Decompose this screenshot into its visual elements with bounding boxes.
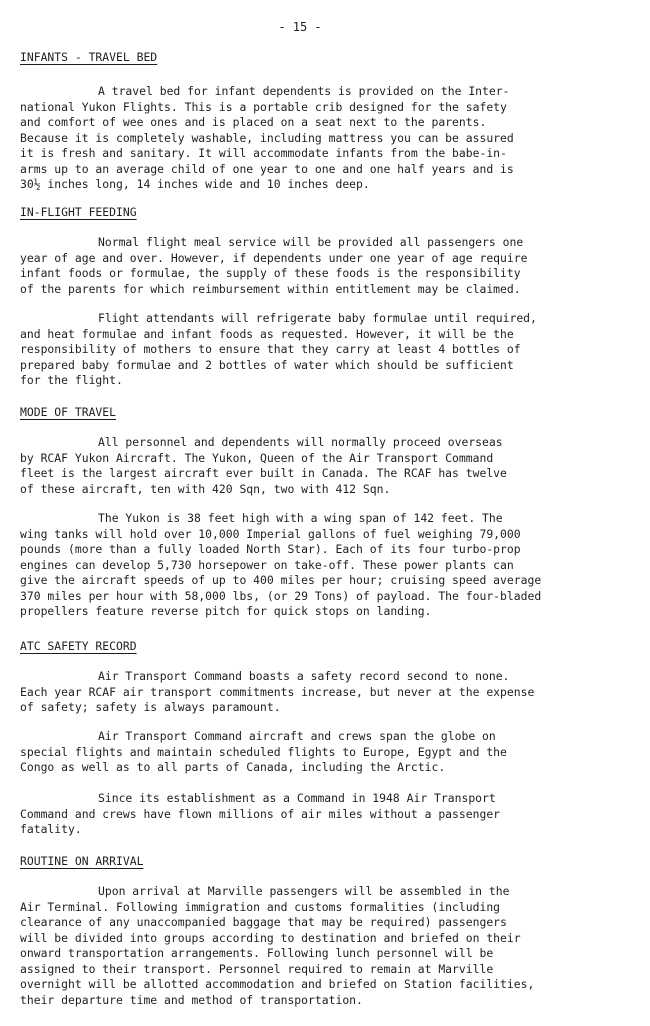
- text-line: special flights and maintain scheduled flights to Europe, Egypt and the: [20, 744, 507, 759]
- paragraph: [20, 511, 620, 620]
- text-line: clearance of any unaccompanied baggage that may be required) passengers: [20, 915, 507, 929]
- text-line: pounds (more than a fully loaded North Star). Each of its four turbo-prop: [20, 542, 521, 556]
- text-line: Upon arrival at Marville passengers will be assembled in the: [98, 884, 510, 898]
- text-line: Flight attendants will refrigerate baby formulae until required,: [98, 311, 537, 325]
- text-line: national Yukon Flights. This is a portable crib designed for the safety: [20, 99, 507, 114]
- section-heading-mode-of-travel: MODE OF TRAVEL: [20, 405, 117, 419]
- text-line: propellers feature reverse pitch for quick stops on landing.: [20, 604, 432, 618]
- text-line: All personnel and dependents will normally proceed overseas: [98, 435, 503, 449]
- text-line: by RCAF Yukon Aircraft. The Yukon, Queen of the Air Transport Command: [20, 450, 494, 465]
- text-line: Air Terminal. Following immigration and customs formalities (including: [20, 899, 501, 914]
- text-line: will be divided into groups according to destination and briefed on their: [20, 930, 521, 945]
- text-line: of these aircraft, ten with 420 Sqn, two with 412 Sqn.: [20, 481, 391, 496]
- paragraph: [20, 791, 620, 838]
- text-line: Air Transport Command aircraft and crews span the globe on: [98, 729, 496, 743]
- text-line: and heat formulae and infant foods as requested. However, it will be the: [20, 326, 514, 341]
- paragraph: [20, 669, 620, 716]
- text-line: assigned to their transport. Personnel required to remain at Marville: [20, 961, 494, 976]
- section-heading-in-flight-feeding: IN-FLIGHT FEEDING: [20, 205, 137, 219]
- text-line: fleet is the largest aircraft ever built in Canada. The RCAF has twelve: [20, 466, 507, 480]
- text-line: and comfort of wee ones and is placed on a seat next to the parents.: [20, 115, 487, 129]
- text-line: Congo as well as to all parts of Canada, including the Arctic.: [20, 760, 446, 774]
- text-line: prepared baby formulae and 2 bottles of water which should be sufficient: [20, 357, 514, 372]
- document-page: [20, 0, 620, 1026]
- text-line: give the aircraft speeds of up to 400 miles per hour; cruising speed average: [20, 573, 542, 587]
- text-line: responsibility of mothers to ensure that they carry at least 4 bottles of: [20, 342, 521, 356]
- text-line: overnight will be allotted accommodation and briefed on Station facilities,: [20, 977, 535, 991]
- text-line: for the flight.: [20, 373, 123, 387]
- text-line: 30½ inches long, 14 inches wide and 10 inches deep.: [20, 177, 370, 191]
- paragraph: [20, 84, 620, 193]
- section-heading-infants-travel-bed: INFANTS - TRAVEL BED: [20, 50, 158, 64]
- text-line: Because it is completely washable, including mattress you can be assured: [20, 130, 514, 145]
- text-line: of the parents for which reimbursement within entitlement may be claimed.: [20, 281, 521, 296]
- text-line: Air Transport Command boasts a safety record second to none.: [98, 669, 510, 683]
- text-line: their departure time and method of transportation.: [20, 992, 363, 1007]
- text-line: Each year RCAF air transport commitments increase, but never at the expense: [20, 684, 535, 699]
- text-line: Since its establishment as a Command in 1948 Air Transport: [98, 791, 496, 805]
- section-heading-routine-on-arrival: ROUTINE ON ARRIVAL: [20, 854, 144, 868]
- text-line: The Yukon is 38 feet high with a wing span of 142 feet. The: [98, 511, 503, 525]
- paragraph: [20, 729, 620, 776]
- text-line: Normal flight meal service will be provided all passengers one: [98, 235, 524, 249]
- text-line: fatality.: [20, 822, 82, 836]
- text-line: 370 miles per hour with 58,000 lbs, (or 29 Tons) of payload. The four-bladed: [20, 588, 542, 603]
- paragraph: [20, 435, 620, 497]
- text-line: onward transportation arrangements. Following lunch personnel will be: [20, 946, 494, 960]
- paragraph: [20, 311, 620, 389]
- text-line: Command and crews have flown millions of air miles without a passenger: [20, 806, 501, 821]
- text-line: A travel bed for infant dependents is provided on the Inter-: [98, 84, 510, 98]
- paragraph: [20, 235, 620, 297]
- text-line: of safety; safety is always paramount.: [20, 700, 281, 714]
- page-number: - 15 -: [278, 20, 322, 34]
- text-line: engines can develop 5,730 horsepower on take-off. These power plants can: [20, 557, 514, 572]
- paragraph: [20, 884, 620, 1008]
- text-line: arms up to an average child of one year to one and one half years and is: [20, 161, 514, 176]
- text-line: wing tanks will hold over 10,000 Imperial gallons of fuel weighing 79,000: [20, 526, 521, 541]
- text-line: year of age and over. However, if dependents under one year of age require: [20, 250, 528, 265]
- section-heading-atc-safety-record: ATC SAFETY RECORD: [20, 639, 137, 653]
- text-line: infant foods or formulae, the supply of these foods is the responsibility: [20, 266, 521, 280]
- text-line: it is fresh and sanitary. It will accommodate infants from the babe-in-: [20, 146, 507, 160]
